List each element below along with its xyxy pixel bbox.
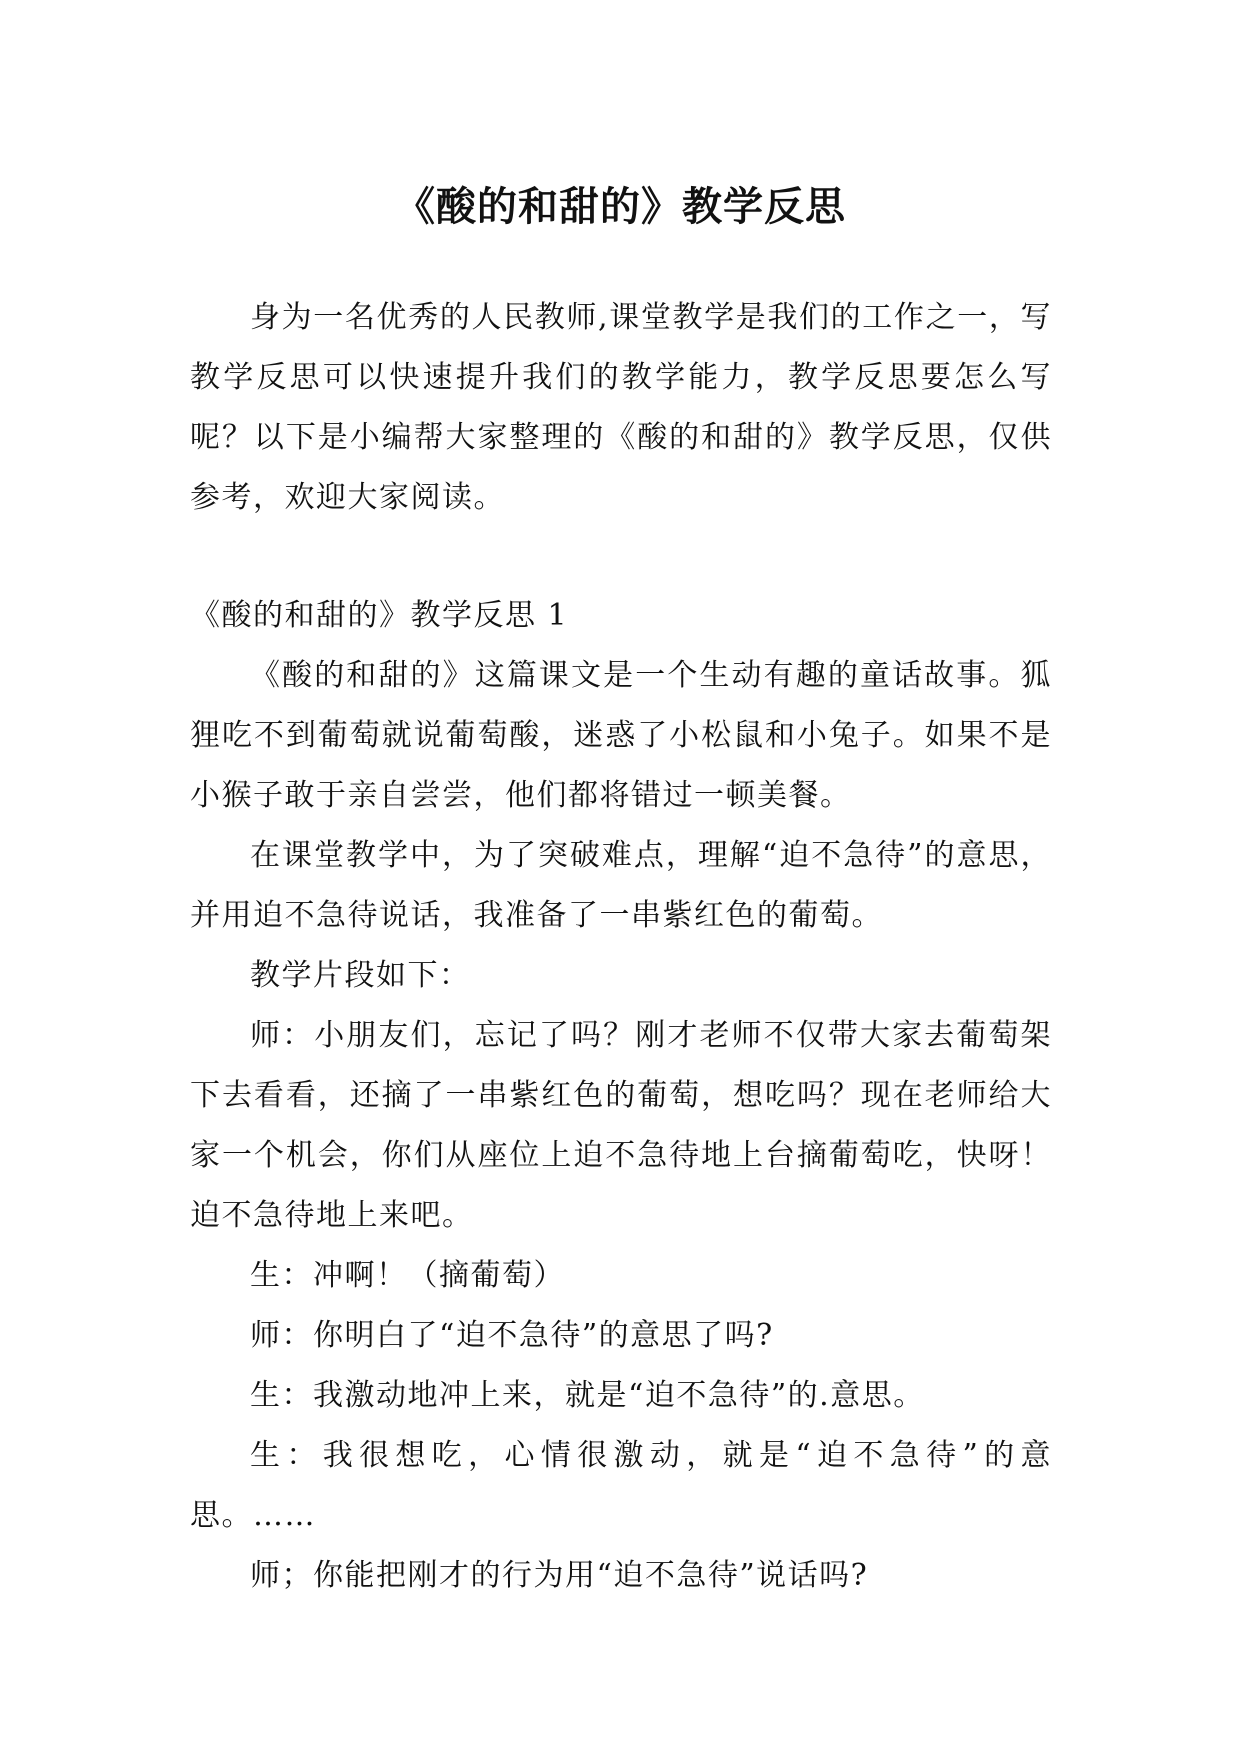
spacer [190,528,1052,586]
body-paragraph: 师：你明白了“迫不急待”的意思了吗? [250,1318,774,1353]
body-paragraph: 《酸的和甜的》这篇课文是一个生动有趣的童话故事。狐狸吃不到葡萄就说葡萄酸，迷惑了小松鼠和小兔子。如果不是小猴子敢于亲自尝尝，他们都将错过一顿美餐。 [190,658,1052,813]
document-body [190,288,1052,1606]
body-paragraph: 在课堂教学中，为了突破难点，理解“迫不急待”的意思，并用迫不急待说话，我准备了一串紫红色的葡萄。 [190,838,1052,933]
document-title: 《酸的和甜的》教学反思 [395,183,846,230]
body-paragraph: 师；你能把刚才的行为用“迫不急待”说话吗? [250,1558,869,1593]
body-paragraph: 教学片段如下： [250,958,471,993]
body-paragraph: 师：小朋友们，忘记了吗？刚才老师不仅带大家去葡萄架下去看看，还摘了一串紫红色的葡萄，想吃吗？现在老师给大家一个机会，你们从座位上迫不急待地上台摘葡萄吃，快呀！迫不急待地上来吧。 [190,1018,1052,1233]
body-paragraph: 生：冲啊！（摘葡萄） [250,1258,565,1293]
body-paragraph: 生：我激动地冲上来，就是“迫不急待”的.意思。 [250,1378,925,1413]
intro-paragraph: 身为一名优秀的人民教师,课堂教学是我们的工作之一，写教学反思可以快速提升我们的教学能力，教学反思要怎么写呢？以下是小编帮大家整理的《酸的和甜的》教学反思，仅供参考，欢迎大家阅读。 [190,300,1052,515]
section-heading: 《酸的和甜的》教学反思 1 [190,598,569,633]
body-paragraph: 生：我很想吃，心情很激动，就是“迫不急待”的意思。…… [190,1438,1052,1533]
